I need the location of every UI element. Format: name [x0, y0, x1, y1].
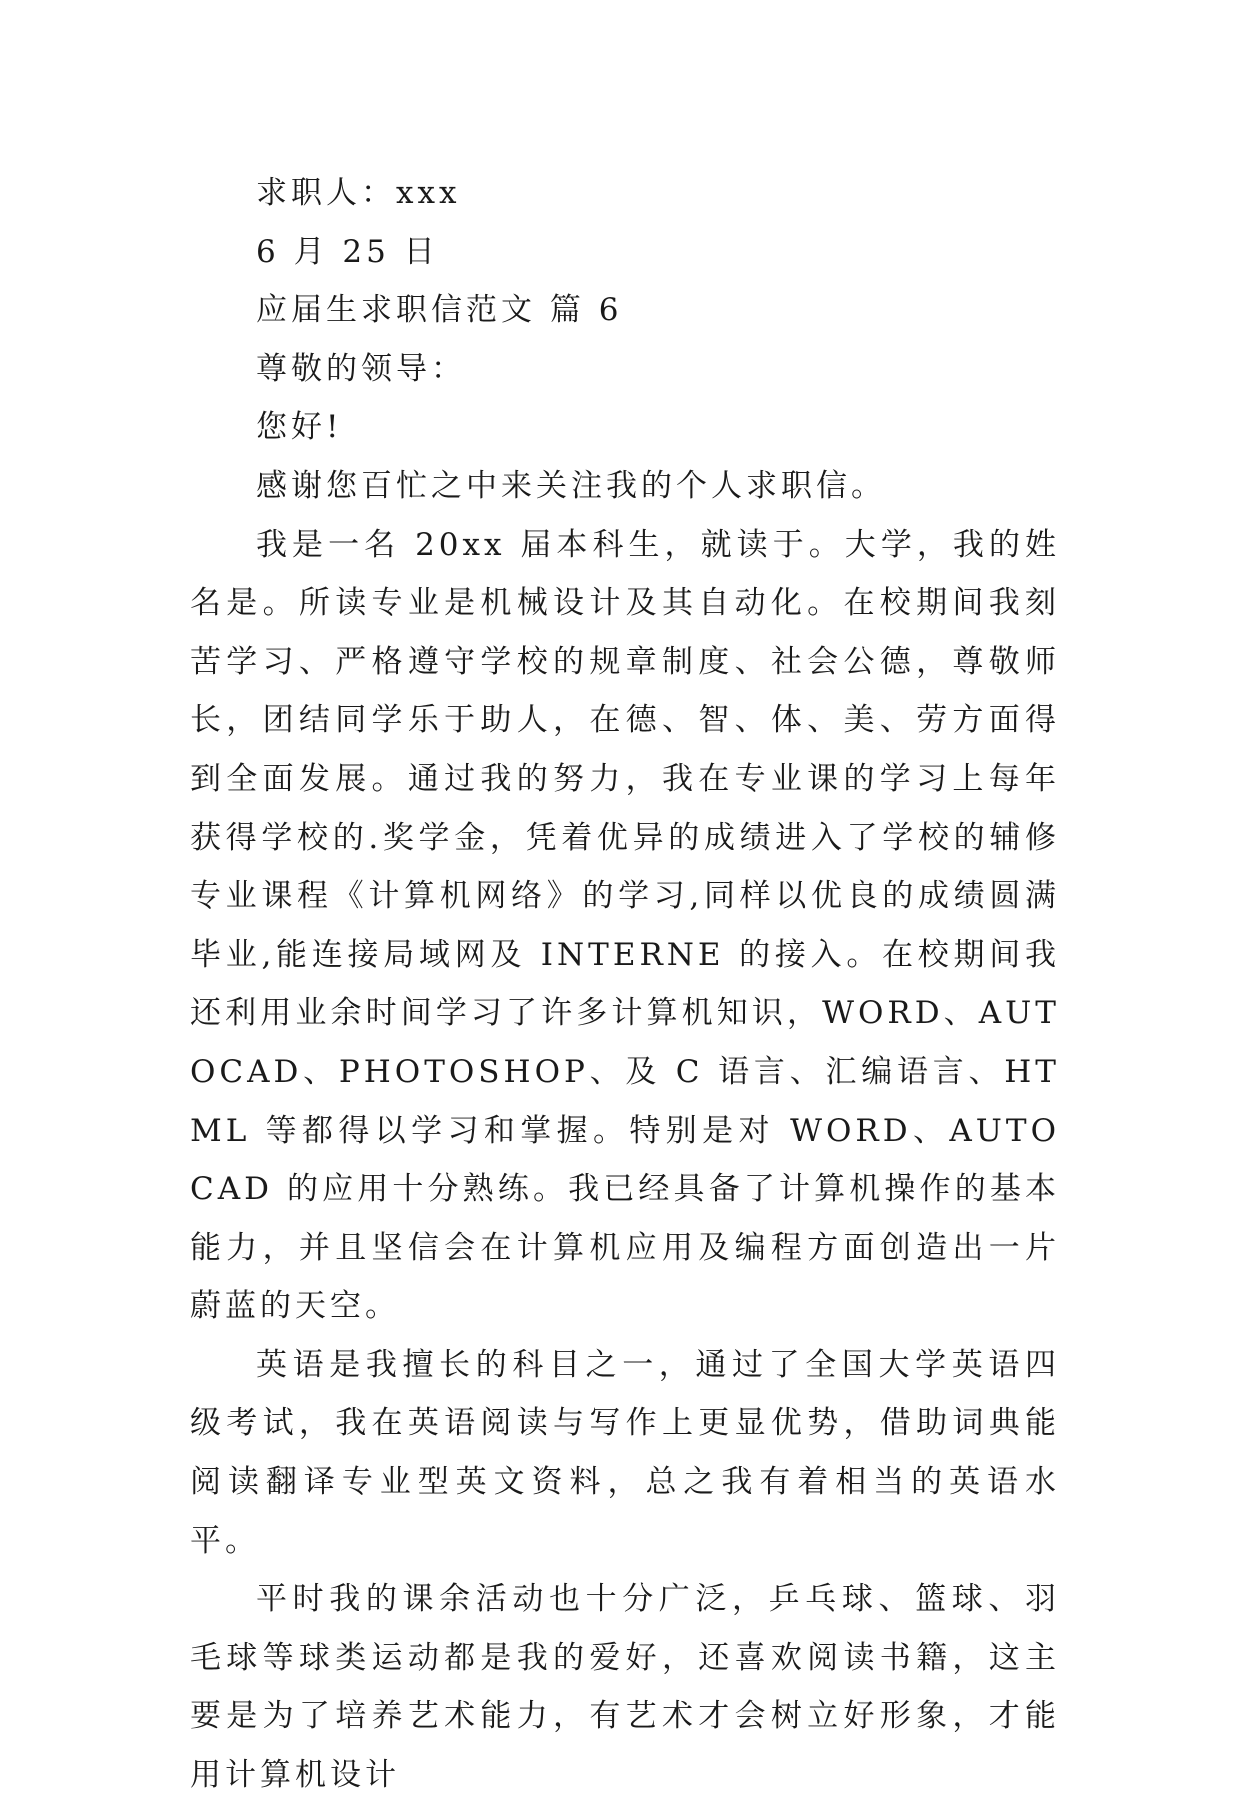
paragraph-activities: 平时我的课余活动也十分广泛，乒乓球、篮球、羽毛球等球类运动都是我的爱好，还喜欢阅读书籍，这主要是为了培养艺术能力，有艺术才会树立好形象，才能用计算机设计 [190, 1581, 1060, 1794]
greeting: 您好! [256, 409, 343, 446]
section-title: 应届生求职信范文 篇 6 [256, 292, 623, 329]
paragraph-education: 我是一名 20xx 届本科生，就读于。大学，我的姓名是。所读专业是机械设计及其自动化。在校期间我刻苦学习、严格遵守学校的规章制度、社会公德，尊敬师长，团结同学乐于助人，在德、智、体、美、劳方面得到全面发展。通过我的努力，我在专业课的学习上每年获得学校的.奖学金，凭着优异的成绩进入了学校的辅修专业课程《计算机网络》的学习,同样以优良的成绩圆满毕业,能连接局域网及 INTERNE 的接入。在校期间我还利用业余时间学习了许多计算机知识，WORD、AUTOCAD、PHOTOSHOP、及 C 语言、汇编语言、HTML 等都得以学习和掌握。特别是对 WORD、AUTOCAD 的应用十分熟练。我已经具备了计算机操作的基本能力，并且坚信会在计算机应用及编程方面创造出一片蔚蓝的天空。 [190, 526, 1060, 1325]
paragraph-english: 英语是我擅长的科目之一，通过了全国大学英语四级考试，我在英语阅读与写作上更显优势，借助词典能阅读翻译专业型英文资料，总之我有着相当的英语水平。 [190, 1346, 1060, 1559]
salutation: 尊敬的领导： [256, 350, 466, 387]
thanks-line: 感谢您百忙之中来关注我的个人求职信。 [256, 467, 886, 504]
date-line: 6 月 25 日 [256, 233, 439, 270]
letter-body [190, 164, 1060, 1805]
applicant-line: 求职人：xxx [256, 175, 461, 211]
